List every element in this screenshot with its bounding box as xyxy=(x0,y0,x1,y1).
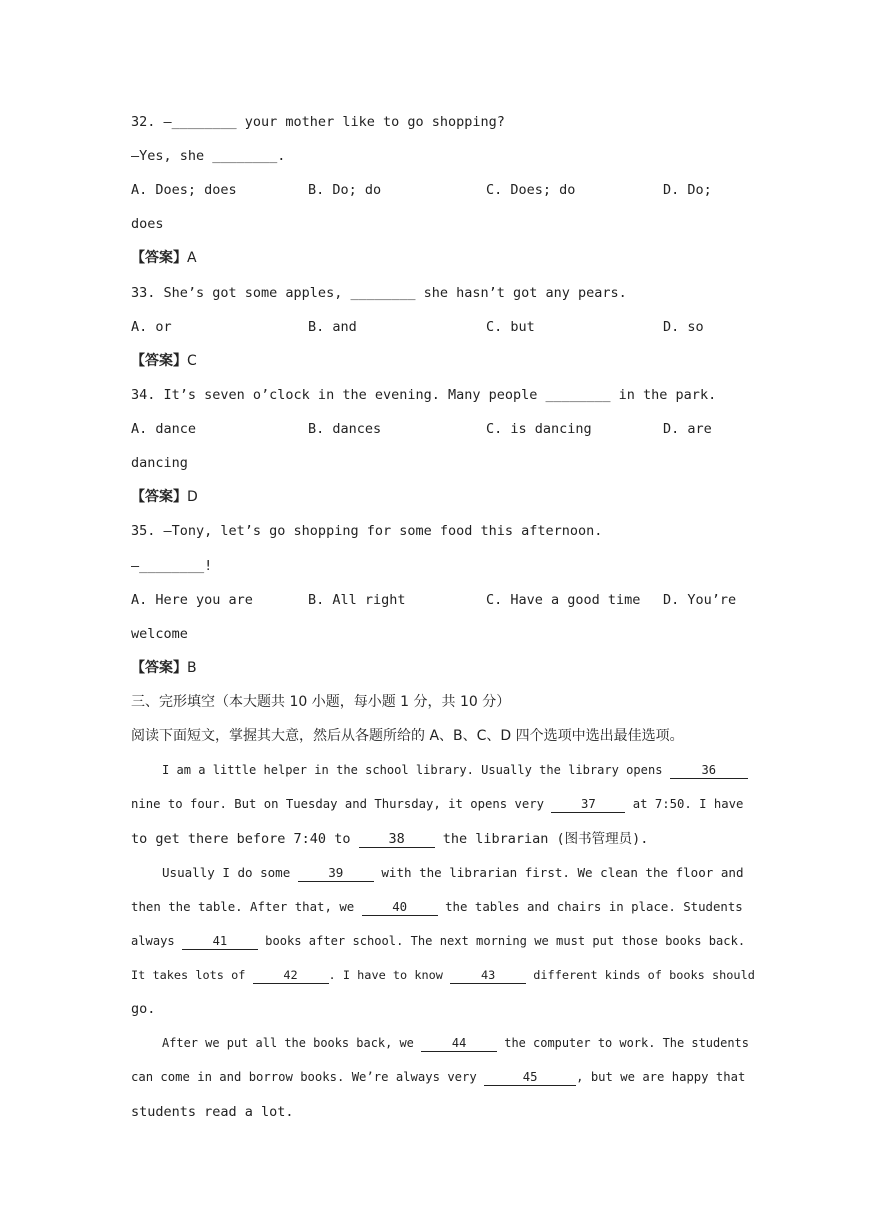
answer-value: C xyxy=(187,353,197,369)
passage-text: . I have to know xyxy=(328,968,451,982)
passage-text: I am a little helper in the school library. Usually the library opens xyxy=(162,763,670,777)
passage-line xyxy=(131,965,755,985)
passage-line xyxy=(131,794,744,814)
answer-value: D xyxy=(187,489,198,505)
answer-label: 【答案】 xyxy=(131,250,187,266)
passage-text: the computer to work. The students xyxy=(497,1036,749,1050)
answer-value: A xyxy=(187,250,197,266)
answer-label: 【答案】 xyxy=(131,489,187,505)
passage-text: then the table. After that, we xyxy=(131,900,362,914)
q35-stem: 35. —Tony, let’s go shopping for some food this afternoon. xyxy=(131,523,603,539)
passage-text: the librarian (图书管理员). xyxy=(434,831,649,847)
blank-43: 43 xyxy=(450,967,526,984)
q35-option-c: C. Have a good time xyxy=(486,592,641,608)
blank-42: 42 xyxy=(253,967,329,984)
passage-text: Usually I do some xyxy=(162,865,298,880)
passage-text: at 7:50. I have xyxy=(625,797,744,811)
q33-option-c: C. but xyxy=(486,319,535,335)
q35-option-a: A. Here you are xyxy=(131,592,253,608)
section-heading: 三、完形填空（本大题共 10 小题，每小题 1 分，共 10 分） xyxy=(131,694,511,710)
passage-text: After we put all the books back, we xyxy=(162,1036,422,1050)
blank-45: 45 xyxy=(484,1069,576,1086)
passage-line xyxy=(131,897,743,917)
q33-option-a: A. or xyxy=(131,319,172,335)
passage-line xyxy=(131,1067,746,1087)
q32-option-b: B. Do; do xyxy=(308,182,382,198)
q35-answer xyxy=(131,658,197,678)
passage-text: always xyxy=(131,934,182,948)
q34-option-wrap: dancing xyxy=(131,455,188,471)
q34-stem: 34. It’s seven o’clock in the evening. Many people ________ in the park. xyxy=(131,387,717,403)
passage-line xyxy=(131,1033,749,1053)
blank-44: 44 xyxy=(421,1035,497,1052)
passage-text: the tables and chairs in place. Students xyxy=(437,900,743,914)
passage-text: can come in and borrow books. We’re always very xyxy=(131,1070,485,1084)
passage-text: books after school. The next morning we must put those books back. xyxy=(257,934,746,948)
q35-option-wrap: welcome xyxy=(131,626,188,642)
q34-option-d: D. are xyxy=(663,421,712,437)
q33-stem: 33. She’s got some apples, ________ she hasn’t got any pears. xyxy=(131,285,627,301)
passage-line xyxy=(131,760,737,780)
q35-reply: —________! xyxy=(131,558,213,574)
blank-39: 39 xyxy=(298,865,374,882)
q32-option-a: A. Does; does xyxy=(131,182,237,198)
blank-41: 41 xyxy=(182,933,258,950)
section-instruction: 阅读下面短文，掌握其大意，然后从各题所给的 A、B、C、D 四个选项中选出最佳选项。 xyxy=(131,728,684,744)
q33-answer xyxy=(131,351,197,371)
q35-option-d: D. You’re xyxy=(663,592,737,608)
passage-line: go. xyxy=(131,1001,156,1017)
q34-option-c: C. is dancing xyxy=(486,421,592,437)
q32-reply: —Yes, she ________. xyxy=(131,148,286,164)
blank-36: 36 xyxy=(670,762,748,779)
q32-option-d: D. Do; xyxy=(663,182,712,198)
blank-37: 37 xyxy=(551,796,625,813)
answer-value: B xyxy=(187,660,197,676)
q32-option-c: C. Does; do xyxy=(486,182,576,198)
passage-text: , but we are happy that xyxy=(576,1070,746,1084)
passage-line xyxy=(131,829,737,849)
q35-option-b: B. All right xyxy=(308,592,406,608)
q32-option-wrap: does xyxy=(131,216,164,232)
passage-line xyxy=(131,931,746,951)
blank-40: 40 xyxy=(362,899,438,916)
q34-option-a: A. dance xyxy=(131,421,197,437)
passage-line: students read a lot. xyxy=(131,1104,294,1120)
q34-option-b: B. dances xyxy=(308,421,382,437)
q33-option-b: B. and xyxy=(308,319,357,335)
passage-text: It takes lots of xyxy=(131,968,253,982)
passage-text: nine to four. But on Tuesday and Thursday, it opens very xyxy=(131,797,552,811)
answer-label: 【答案】 xyxy=(131,660,187,676)
q32-stem: 32. —________ your mother like to go shopping? xyxy=(131,114,505,130)
passage-text: different kinds of books should xyxy=(526,968,755,982)
passage-text: with the librarian first. We clean the floor and xyxy=(373,865,744,880)
answer-label: 【答案】 xyxy=(131,353,187,369)
passage-text: to get there before 7:40 to xyxy=(131,831,359,847)
q33-option-d: D. so xyxy=(663,319,704,335)
passage-line xyxy=(131,863,744,883)
q34-answer xyxy=(131,487,198,507)
blank-38: 38 xyxy=(359,831,435,848)
q32-answer xyxy=(131,248,197,268)
